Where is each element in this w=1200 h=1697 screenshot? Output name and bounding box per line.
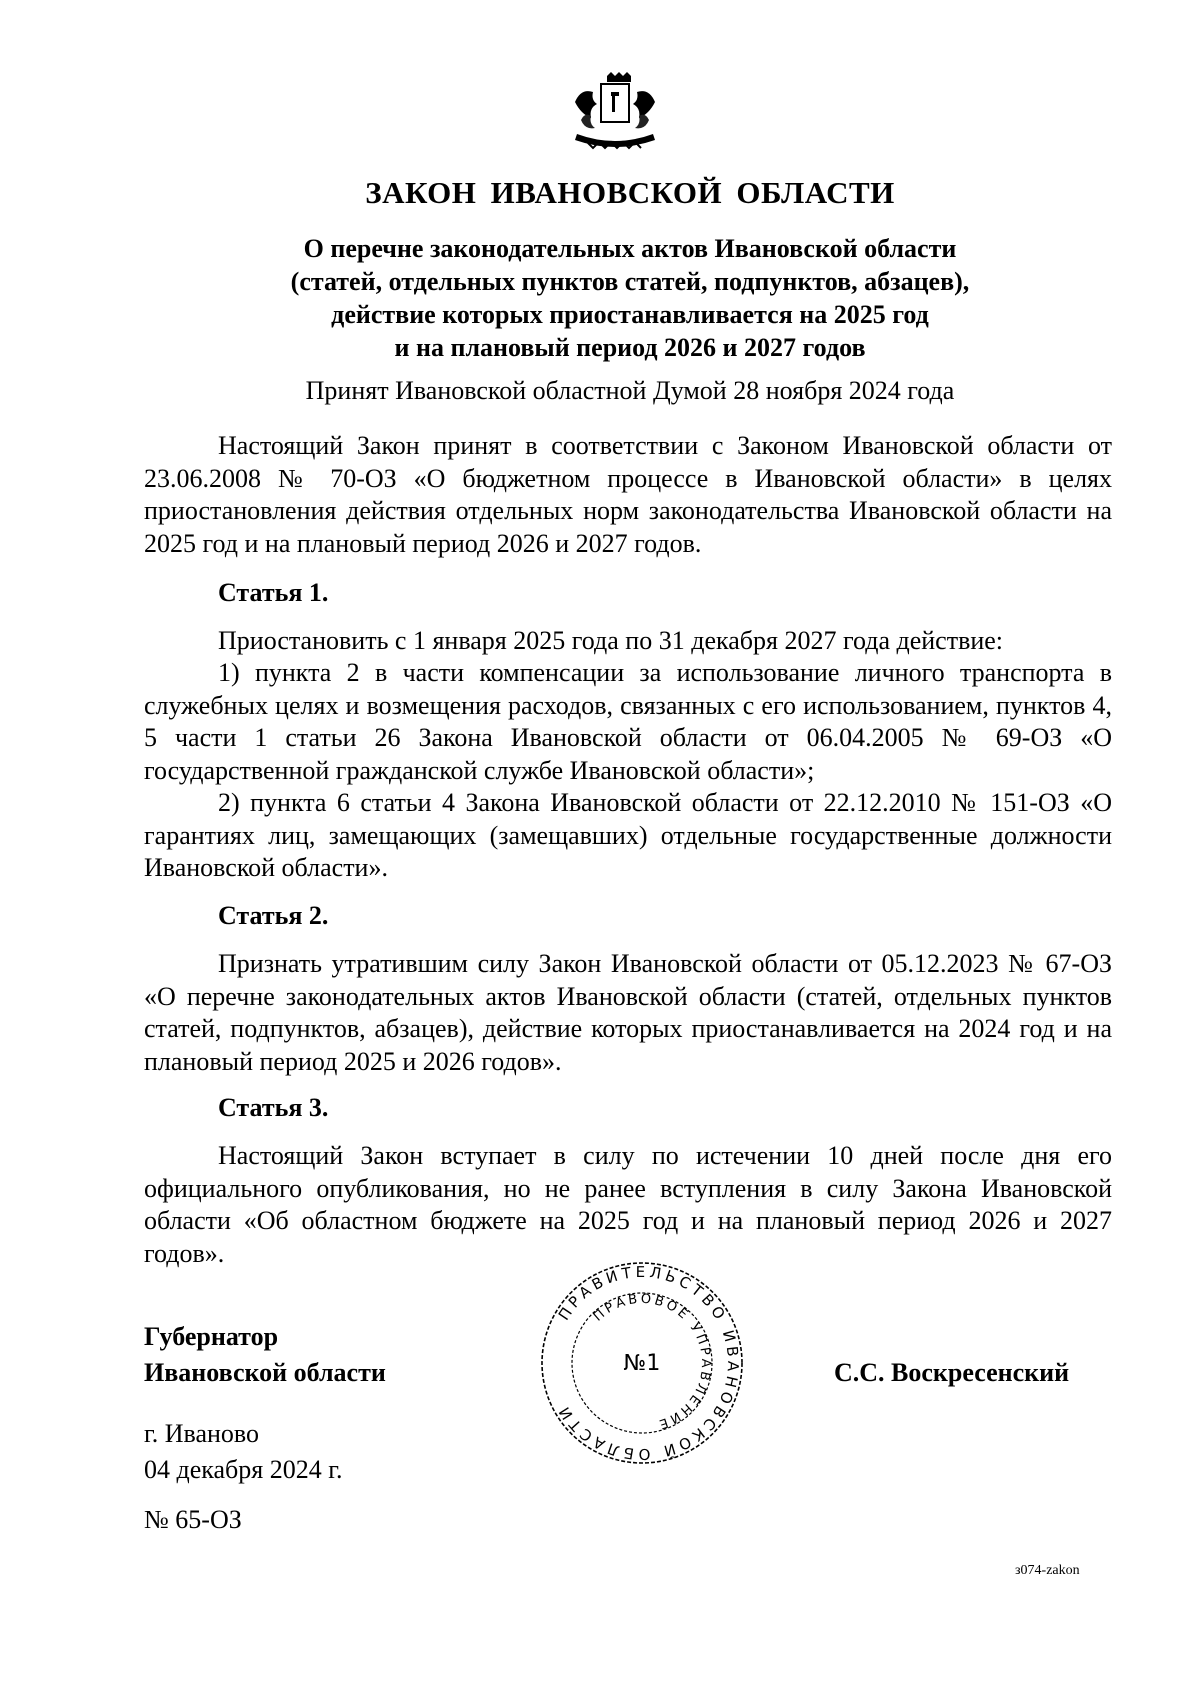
stamp-inner-text: ПРАВОВОЕ УПРАВЛЕНИЕ <box>590 1291 714 1433</box>
article-2-text: Признать утратившим силу Закон Ивановской области от 05.12.2023 № 67-ОЗ «О перечне законодательных актов Ивановской области (статей, отдельных пунктов статей, подпунктов, абзацев), действие которых приостанавливается на 2024 год и на плановый период 2025 и 2026 годов». <box>144 949 1112 1076</box>
position-line: Ивановской области <box>144 1358 386 1387</box>
article-2-heading: Статья 2. <box>218 901 329 930</box>
article-1-heading: Статья 1. <box>218 578 329 607</box>
city: г. Иваново <box>144 1419 259 1448</box>
signatory-name: С.С. Воскресенский <box>834 1358 1070 1387</box>
law-number: № 65-ОЗ <box>144 1505 242 1534</box>
article-1-item-1: 1) пункта 2 в части компенсации за использование личного транспорта в служебных целях и возмещения расходов, связанных с его использованием, пунктов 4, 5 части 1 статьи 26 Закона Ивановской области от 06.04.2005 № 69-ОЗ «О государственной гражданской службе Ивановской области»; <box>144 658 1112 785</box>
document-subtitle <box>140 232 1120 364</box>
article-3-text: Настоящий Закон вступает в силу по истечении 10 дней после дня его официального опубликования, но не ранее вступления в силу Закона Ивановской области «Об областном бюджете на 2025 год и на плановый период 2026 и 2027 годов». <box>144 1141 1112 1268</box>
signing-date: 04 декабря 2024 г. <box>144 1455 343 1484</box>
subtitle-line: О перечне законодательных актов Ивановской области <box>303 234 957 263</box>
stamp-outer-text: ПРАВИТЕЛЬСТВО ИВАНОВСКОЙ ОБЛАСТИ <box>553 1262 743 1464</box>
adoption-note: Принят Ивановской областной Думой 28 ноября 2024 года <box>305 376 955 405</box>
article-1-item-2: 2) пункта 6 статьи 4 Закона Ивановской области от 22.12.2010 № 151-ОЗ «О гарантиях лиц, замещающих (замещавших) отдельные государственные должности Ивановской области». <box>144 788 1112 882</box>
subtitle-line: действие которых приостанавливается на 2025 год <box>331 300 929 329</box>
document-code: з074-zakon <box>1015 1563 1080 1578</box>
coat-of-arms-emblem <box>567 72 663 154</box>
official-stamp <box>537 1258 747 1468</box>
place-and-date <box>144 1416 342 1488</box>
signatory-position <box>144 1319 386 1391</box>
position-line: Губернатор <box>144 1322 279 1351</box>
subtitle-line: и на плановый период 2026 и 2027 годов <box>394 333 866 362</box>
preamble-paragraph: Настоящий Закон принят в соответствии с Законом Ивановской области от 23.06.2008 № 70-ОЗ «О бюджетном процессе в Ивановской области» в целях приостановления действия отдельных норм законодательства Ивановской области на 2025 год и на плановый период 2026 и 2027 годов. <box>144 431 1112 558</box>
article-3-heading: Статья 3. <box>218 1093 329 1122</box>
article-1-intro: Приостановить с 1 января 2025 года по 31 декабря 2027 года действие: <box>218 626 1004 655</box>
subtitle-line: (статей, отдельных пунктов статей, подпунктов, абзацев), <box>290 267 970 296</box>
document-title: ЗАКОН ИВАНОВСКОЙ ОБЛАСТИ <box>365 175 895 210</box>
stamp-number: №1 <box>623 1351 661 1376</box>
